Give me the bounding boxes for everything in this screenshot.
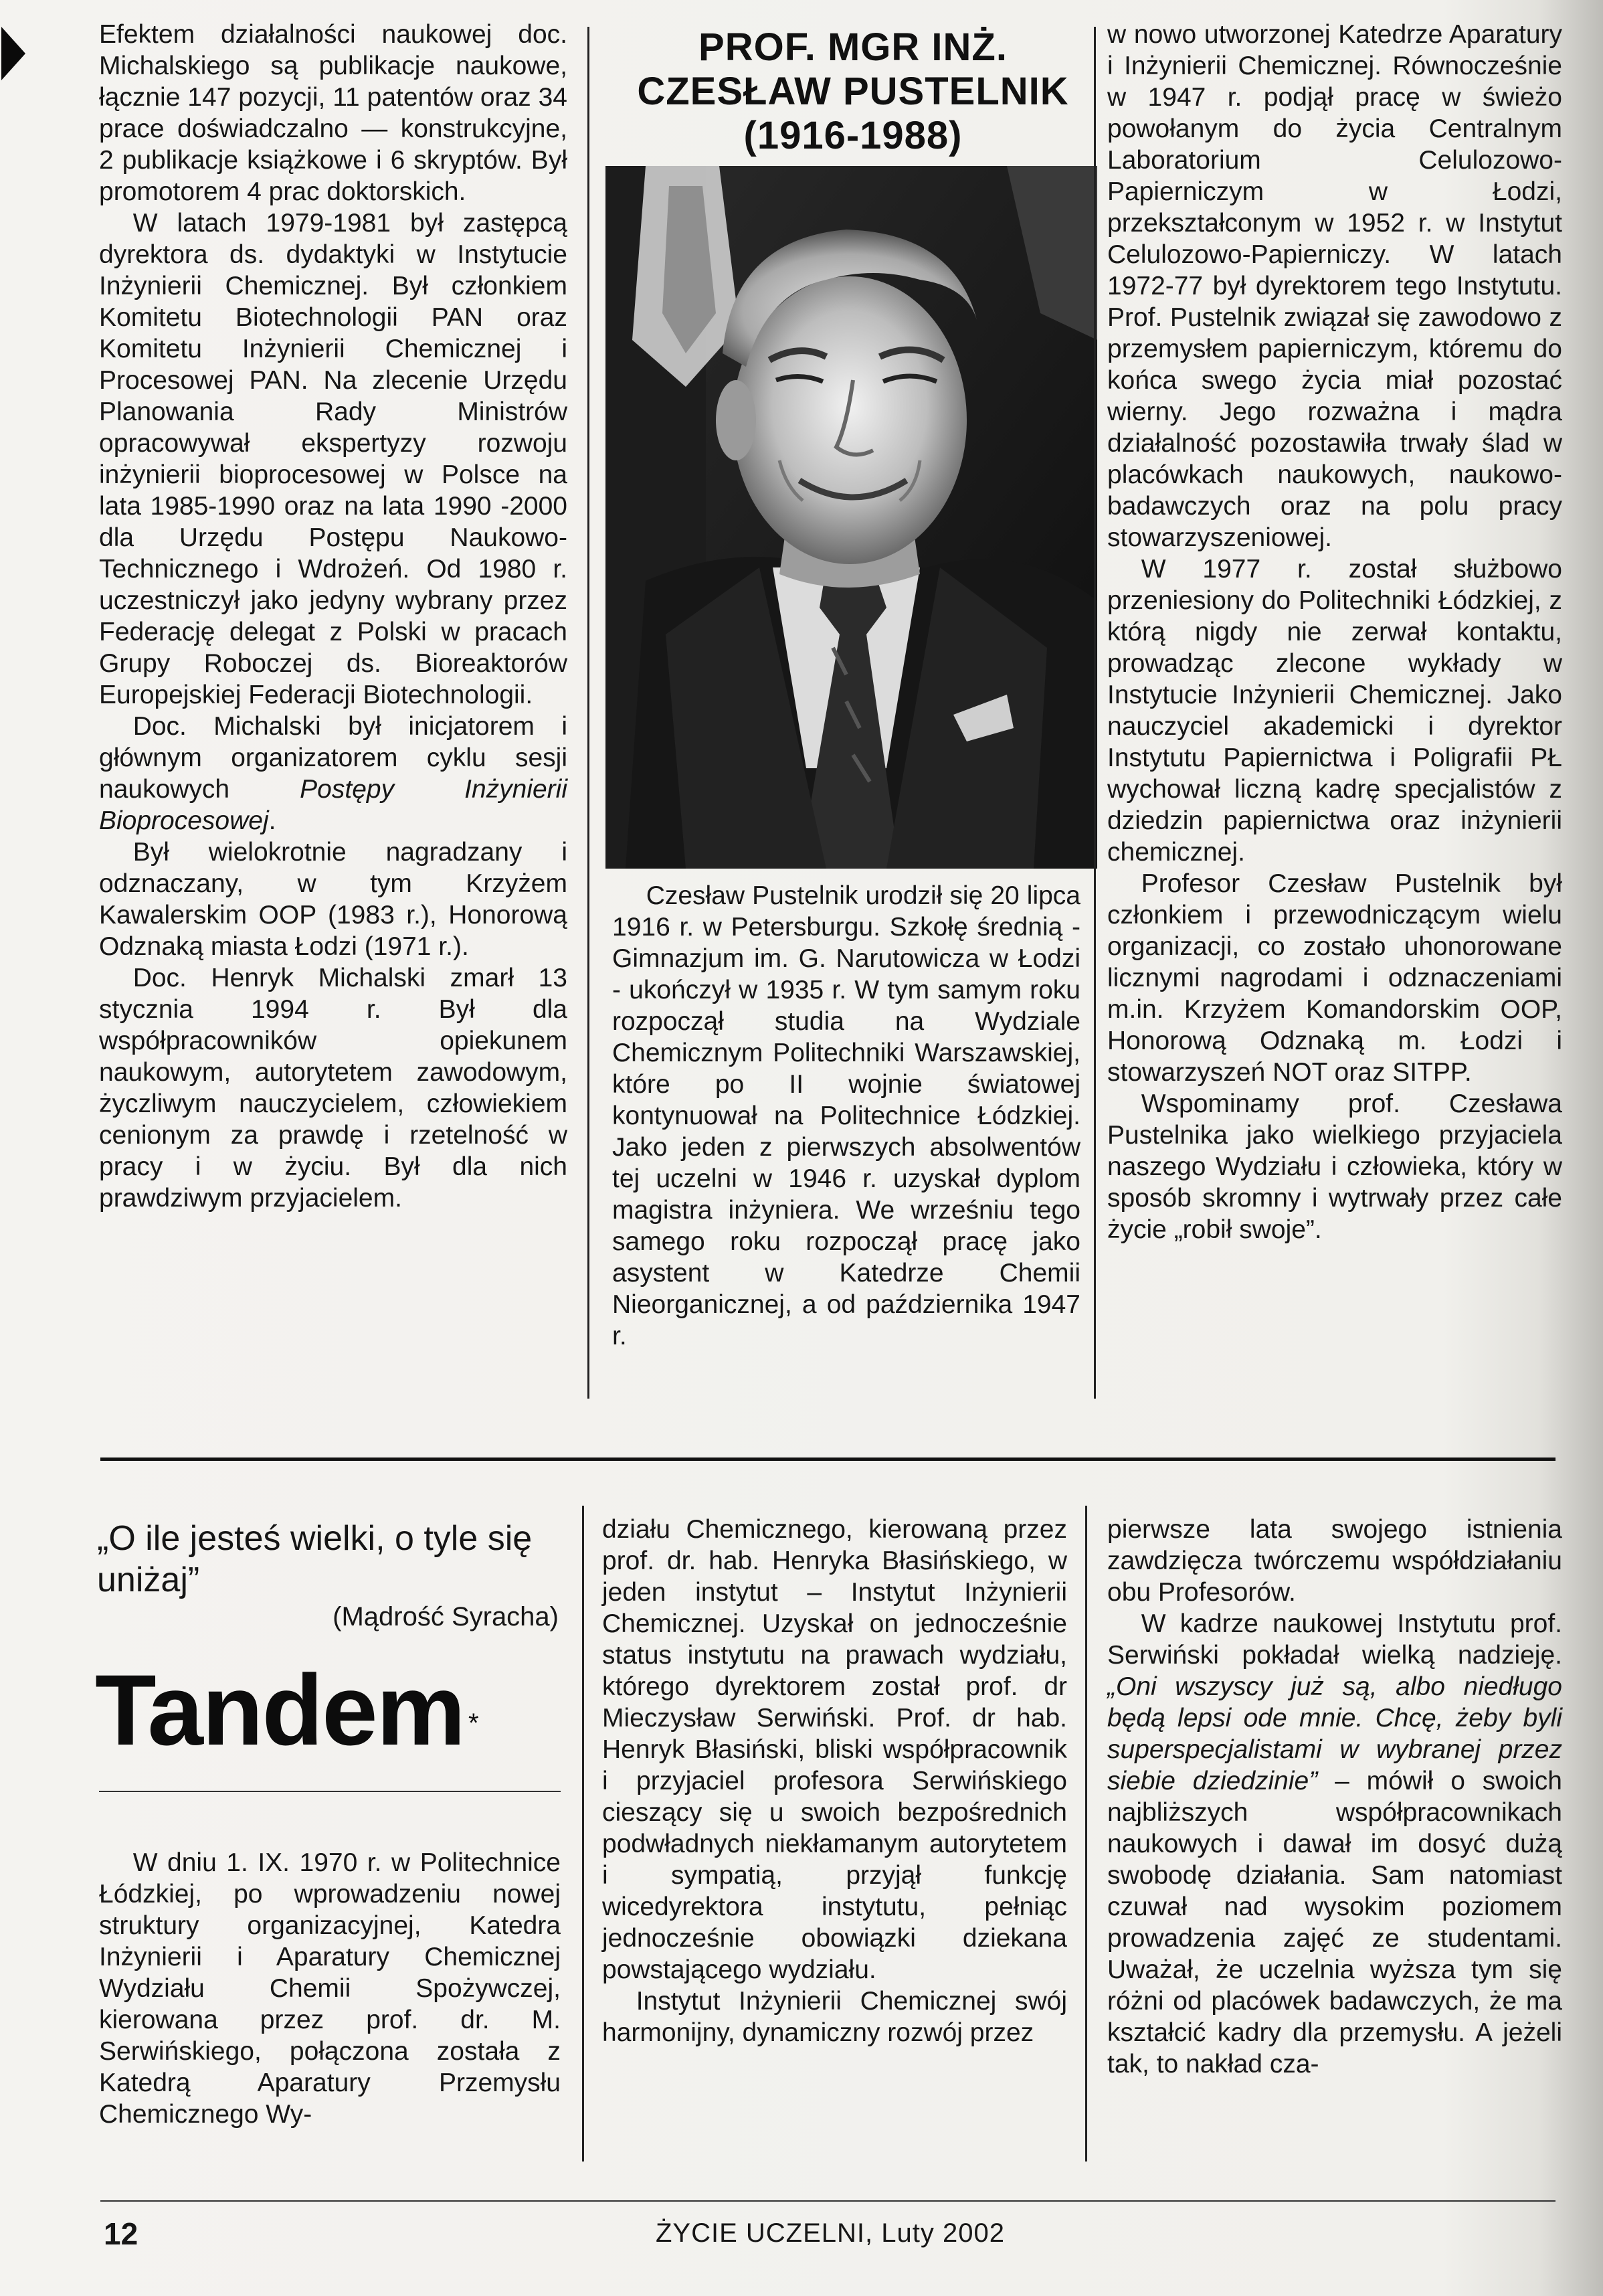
heading-dates: (1916-1988) [743, 114, 963, 157]
top-column-2 [612, 880, 1080, 1352]
column-divider [582, 1506, 584, 2161]
obituary-heading [612, 25, 1094, 158]
heading-title: PROF. MGR INŻ. [698, 25, 1008, 69]
top-column-1 [99, 19, 567, 1214]
heading-name: CZESŁAW PUSTELNIK [637, 70, 1069, 113]
publication-name: ŻYCIE UCZELNI, Luty 2002 [656, 2218, 1005, 2248]
bottom-column-1 [99, 1847, 561, 2130]
bottom-column-2 [602, 1514, 1067, 2048]
paragraph: Czesław Pustelnik urodził się 20 lipca 1916 r. w Petersburgu. Szkołę średnią - Gimnazjum im. G. Narutowicza w Łodzi - ukończył w 1935 r. W tym samym roku rozpoczął studia na Wydziale Chemicznym Politechniki Warszawskiej, które po II wojnie światowej kontynuował na Politechnice Łódzkiej. Jako jeden z pierwszych absolwentów tej uczelni w 1946 r. uzyskał dyplom magistra inżyniera. We wrześniu tego samego roku rozpoczął pracę jako asystent w Katedrze Chemii Nieorganicznej, a od października 1947 r. [612, 881, 1080, 1350]
article-title: Tandem * [95, 1654, 478, 1766]
paragraph: Był wielokrotnie nagradzany i odznaczany, w tym Krzyżem Kawalerskim OOP (1983 r.), Honorową Odznaką miasta Łodzi (1971 r.). [99, 838, 567, 961]
paragraph: Wspominamy prof. Czesława Pustelnika jako wielkiego przyjaciela naszego Wydziału i człowieka, który w sposób skromny i wytrwały przez całe życie „robił swoje”. [1107, 1089, 1562, 1244]
column-divider [1085, 1506, 1087, 2161]
paragraph: pierwsze lata swojego istnienia zawdzięcza twórczemu współdziałaniu obu Profesorów. [1107, 1515, 1562, 1607]
column-divider [1094, 27, 1096, 1399]
paragraph: Doc. Michalski był inicjatorem i głównym organizatorem cyklu sesji naukowych Postępy Inżynierii Bioprocesowej. [99, 712, 567, 835]
section-divider [100, 1458, 1555, 1461]
page-number: 12 [104, 2216, 138, 2251]
paragraph: w nowo utworzonej Katedrze Aparatury i Inżynierii Chemicznej. Równocześnie w 1947 r. podjął pracę w świeżo powołanym do życia Centralnym Laboratorium Celulozowo-Papierniczym w Łodzi, przekształconym w 1952 r. w Instytut Celulozowo-Papierniczy. W latach 1972-77 był dyrektorem tego Instytutu. Prof. Pustelnik związał się zawodowo z przemysłem papierniczym, któremu do końca swego życia miał pozostać wierny. Jego rozważna i mądra działalność pozostawiła trwały ślad w placówkach naukowych, naukowo-badawczych oraz na polu pracy stowarzyszeniowej. [1107, 20, 1562, 552]
epigraph-source: (Mądrość Syracha) [333, 1602, 559, 1631]
bottom-column-3 [1107, 1514, 1562, 2080]
paragraph: Profesor Czesław Pustelnik był członkiem i przewodniczącym wielu organizacji, co zostało uhonorowane licznymi nagrodami i odznaczeniami m.in. Krzyżem Komandorskim OOP, Honorową Odznaką m. Łodzi i stowarzyszeń NOT oraz SITPP. [1107, 869, 1562, 1087]
session-title: Postępy Inżynierii Bioprocesowej [99, 775, 567, 835]
paragraph: W latach 1979-1981 był zastępcą dyrektora ds. dydaktyki w Instytucie Inżynierii Chemicznej. Był członkiem Komitetu Biotechnologii PAN oraz Komitetu Inżynierii Chemicznej i Procesowej PAN. Na zlecenie Urzędu Planowania Rady Ministrów opracowywał ekspertyzy rozwoju inżynierii bioprocesowej w Polsce na lata 1985-1990 oraz na lata 1990 -2000 dla Urzędu Postępu Naukowo-Technicznego i Wdrożeń. Od 1980 r. uczestniczył jako jedyny wybrany przez Federację delegat z Polski w pracach Grupy Roboczej ds. Bioreaktorów Europejskiej Federacji Biotechnologii. [99, 209, 567, 709]
column-divider [587, 27, 589, 1399]
title-underline [99, 1791, 561, 1792]
section-bullet-icon [1, 27, 25, 80]
portrait-photo [605, 166, 1097, 869]
paragraph: Efektem działalności naukowej doc. Michalskiego są publikacje naukowe, łącznie 147 pozycji, 11 patentów oraz 34 prace doświadczalno — konstrukcyjne, 2 publikacje książkowe i 6 skryptów. Był promotorem 4 prac doktorskich. [99, 20, 567, 206]
paragraph: W dniu 1. IX. 1970 r. w Politechnice Łódzkiej, po wprowadzeniu nowej struktury organizacyjnej, Katedra Inżynierii i Aparatury Chemicznej Wydziału Chemii Spożywczej, kierowana przez prof. dr. M. Serwińskiego, połączona została z Katedrą Aparatury Przemysłu Chemicznego Wy- [99, 1848, 561, 2129]
epigraph-quote: „O ile jesteś wielki, o tyle się uniżaj” [97, 1519, 533, 1599]
paragraph: działu Chemicznego, kierowaną przez prof. dr. hab. Henryka Błasińskiego, w jeden instytut – Instytut Inżynierii Chemicznej. Uzyskał on jednocześnie status instytutu na prawach wydziału, którego dyrektorem został prof. dr Mieczysław Serwiński. Prof. dr hab. Henryk Błasiński, bliski współpracownik i przyjaciel profesora Serwińskiego cieszący się u swoich bezpośrednich podwładnych niekłamanym autorytetem i sympatią, przyjął funkcję wicedyrektora instytutu, pełniąc jednocześnie obowiązki dziekana powstającego wydziału. [602, 1515, 1067, 1984]
paragraph: Instytut Inżynierii Chemicznej swój harmonijny, dynamiczny rozwój przez [602, 1987, 1067, 2047]
paragraph: W kadrze naukowej Instytutu prof. Serwiński pokładał wielką nadzieję. „Oni wszyscy już są, albo niedługo będą lepsi ode mnie. Chcę, żeby byli superspecjalistami w wybranej przez siebie dziedzinie” – mówił o swoich najbliższych współpracownikach naukowych i dawał im dosyć dużą swobodę działania. Sam natomiast czuwał nad wysokim poziomem prowadzenia zajęć ze studentami. Uważał, że uczelnia wyższa tym się różni od placówek badawczych, że ma kształcić kadry dla przemysłu. A jeżeli tak, to nakład cza- [1107, 1609, 1562, 2079]
paragraph: Doc. Henryk Michalski zmarł 13 stycznia 1994 r. Był dla współpracowników opiekunem naukowym, autorytetem zawodowym, życzliwym nauczycielem, człowiekiem cenionym za prawdę i rzetelność w pracy i w życiu. Był dla nich prawdziwym przyjacielem. [99, 964, 567, 1213]
quoted-speech: „Oni wszyscy już są, albo niedługo będą lepsi ode mnie. Chcę, żeby byli superspecjalistami w wybranej przez siebie dziedzinie” [1107, 1672, 1562, 1795]
footer-rule [100, 2200, 1555, 2202]
footnote-mark: * [468, 1708, 478, 1738]
paragraph: W 1977 r. został służbowo przeniesiony do Politechniki Łódzkiej, z którą nigdy nie zerwał kontaktu, prowadząc zlecone wykłady w Instytucie Inżynierii Chemicznej. Jako nauczyciel akademicki i dyrektor Instytutu Papiernictwa i Poligrafii PŁ wychował liczną kadrę specjalistów z dziedzin papiernictwa oraz inżynierii chemicznej. [1107, 555, 1562, 867]
top-column-3 [1107, 19, 1562, 1245]
